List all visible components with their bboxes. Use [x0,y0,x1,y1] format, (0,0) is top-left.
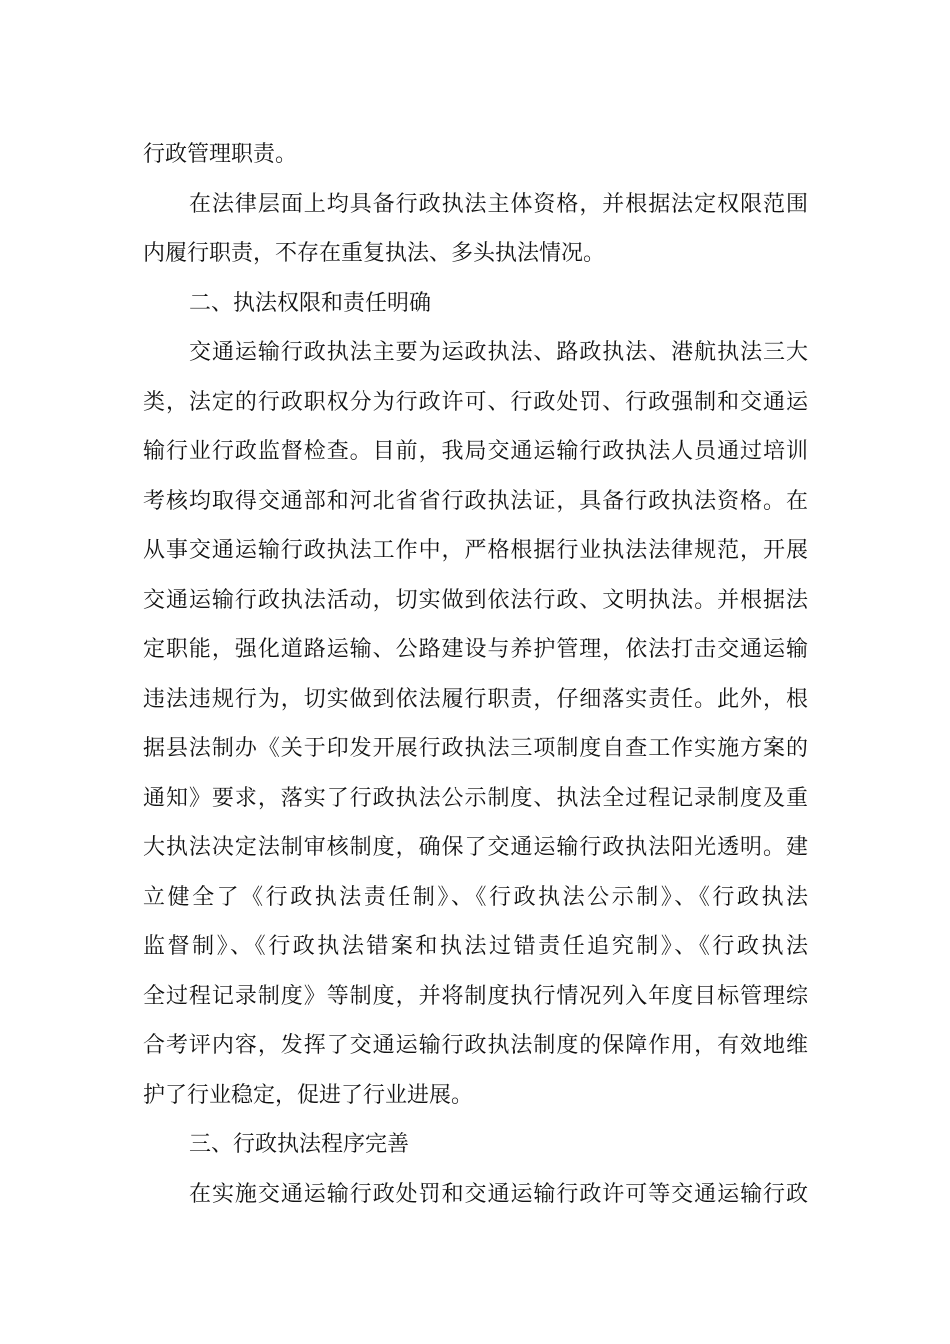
text-line: 内履行职责，不存在重复执法、多头执法情况。 [143,241,606,266]
text-line: 合考评内容，发挥了交通运输行政执法制度的保障作用，有效地维 [143,1033,808,1058]
text-line: 从事交通运输行政执法工作中，严格根据行业执法法律规范，开展 [143,538,808,563]
text-line: 通知》要求，落实了行政执法公示制度、执法全过程记录制度及重 [143,785,808,811]
section-heading: 二、执法权限和责任明确 [189,290,432,316]
paragraph-first-line: 在法律层面上均具备行政执法主体资格，并根据法定权限范围 [189,191,808,217]
text-line: 考核均取得交通部和河北省省行政执法证，具备行政执法资格。在 [143,488,808,514]
document-body [143,130,808,1219]
text-line: 大执法决定法制审核制度，确保了交通运输行政执法阳光透明。建 [143,835,808,860]
text-line: 据县法制办《关于印发开展行政执法三项制度自查工作实施方案的 [143,736,808,761]
text-line: 输行业行政监督检查。目前，我局交通运输行政执法人员通过培训 [143,439,808,464]
text-line: 交通运输行政执法活动，切实做到依法行政、文明执法。并根据法 [143,587,808,613]
text-line: 定职能，强化道路运输、公路建设与养护管理，依法打击交通运输 [143,637,808,662]
paragraph-first-line: 在实施交通运输行政处罚和交通运输行政许可等交通运输行政 [189,1181,808,1207]
text-line: 行政管理职责。 [143,142,298,167]
text-line: 违法违规行为，切实做到依法履行职责，仔细落实责任。此外，根 [143,686,808,712]
text-line: 类，法定的行政职权分为行政许可、行政处罚、行政强制和交通运 [143,389,808,415]
text-line: 全过程记录制度》等制度，并将制度执行情况列入年度目标管理综 [143,983,808,1009]
text-line: 护了行业稳定，促进了行业进展。 [143,1082,474,1108]
text-line: 立健全了《行政执法责任制》、《行政执法公示制》、《行政执法 [143,884,808,910]
paragraph-first-line: 交通运输行政执法主要为运政执法、路政执法、港航执法三大 [189,340,808,365]
section-heading: 三、行政执法程序完善 [189,1132,410,1157]
text-line: 监督制》、《行政执法错案和执法过错责任追究制》、《行政执法 [143,934,808,959]
